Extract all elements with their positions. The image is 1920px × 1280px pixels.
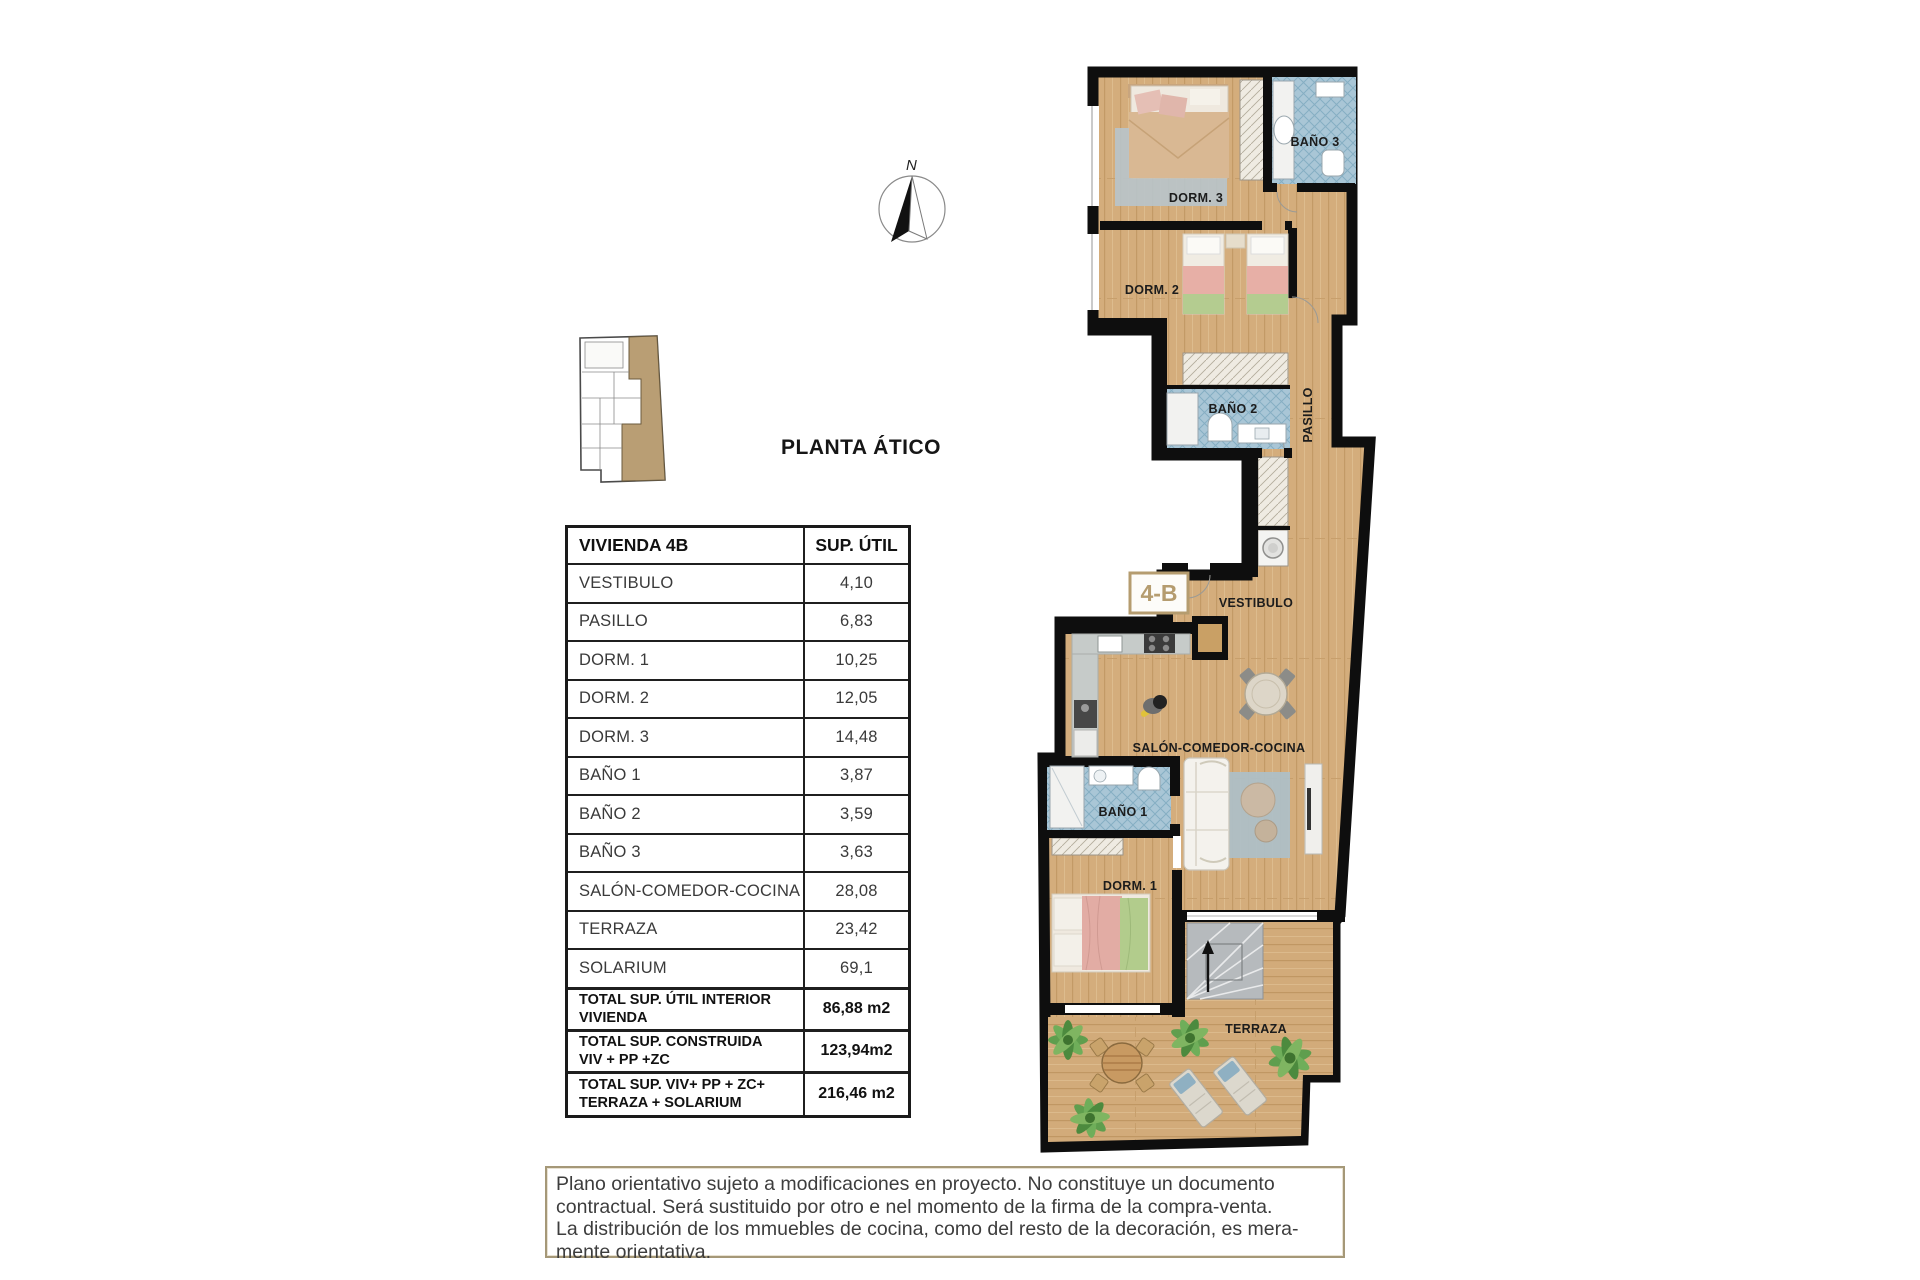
total-label-line1: TOTAL SUP. CONSTRUIDA <box>579 1033 763 1050</box>
total-label-line1: TOTAL SUP. VIV+ PP + ZC+ <box>579 1076 766 1093</box>
row-value: 28,08 <box>835 881 878 900</box>
room-label-vestibulo: VESTIBULO <box>1218 596 1294 610</box>
row-value: 3,63 <box>840 843 873 862</box>
disclaimer-line: contractual. Será sustituido por otro e nel momento de la firma de la compra-venta. <box>556 1195 1273 1218</box>
unit-badge-label: 4-B <box>1140 580 1178 606</box>
room-label-dorm3: DORM. 3 <box>1168 191 1224 205</box>
sofa <box>1184 758 1229 870</box>
disclaimer-line: mente orientativa. <box>556 1240 712 1263</box>
room-label-dorm1: DORM. 1 <box>1102 879 1158 893</box>
room-label-bano3: BAÑO 3 <box>1290 135 1340 149</box>
ottoman <box>1241 783 1275 817</box>
compass-rose <box>879 157 945 242</box>
page-title: PLANTA ÁTICO <box>781 436 941 459</box>
room-label-pasillo: PASILLO <box>1301 387 1315 443</box>
row-label: DORM. 1 <box>568 642 805 679</box>
disclaimer-line: La distribución de los mmuebles de cocina, como del resto de la decoración, es mera- <box>556 1218 1299 1240</box>
key-plan <box>580 336 665 482</box>
room-label-dorm2: DORM. 2 <box>1124 283 1180 297</box>
ottoman <box>1255 820 1277 842</box>
room-label-salon: SALÓN-COMEDOR-COCINA <box>1132 741 1306 755</box>
total-label-line2: TERRAZA + SOLARIUM <box>579 1095 742 1111</box>
total-label-line1: TOTAL SUP. ÚTIL INTERIOR <box>579 991 772 1008</box>
disclaimer-line: Plano orientativo sujeto a modificaciones en proyecto. No constituye un documento <box>556 1173 1275 1195</box>
apartment-plan <box>1043 72 1370 1147</box>
total-label-line2: VIV + PP +ZC <box>579 1052 670 1068</box>
dorm3-furniture <box>1115 84 1229 206</box>
row-label: TERRAZA <box>568 912 805 949</box>
total-value: 216,46 m2 <box>818 1085 895 1102</box>
row-value: 3,87 <box>840 766 873 785</box>
row-label: DORM. 2 <box>568 681 805 718</box>
entry-column <box>1198 624 1222 652</box>
room-label-bano2: BAÑO 2 <box>1208 402 1258 416</box>
washing-machine <box>1258 530 1288 566</box>
row-value: 3,59 <box>840 804 873 823</box>
table-header-value: SUP. ÚTIL <box>815 535 898 555</box>
row-label: DORM. 3 <box>568 719 805 756</box>
row-value: 12,05 <box>835 689 878 708</box>
table-header-name: VIVIENDA 4B <box>568 528 805 563</box>
total-label-line2: VIVIENDA <box>579 1010 648 1026</box>
row-label: BAÑO 1 <box>568 758 805 795</box>
dorm1-furniture <box>1052 894 1150 972</box>
total-value: 86,88 m2 <box>822 1000 891 1017</box>
row-value: 69,1 <box>840 958 873 977</box>
row-value: 14,48 <box>835 727 878 746</box>
row-label: BAÑO 2 <box>568 796 805 833</box>
row-label: SOLARIUM <box>568 950 805 987</box>
row-label: SALÓN-COMEDOR-COCINA <box>568 873 805 910</box>
row-label: BAÑO 3 <box>568 835 805 872</box>
row-value: 10,25 <box>835 650 878 669</box>
row-value: 4,10 <box>840 573 873 592</box>
row-label: VESTIBULO <box>568 565 805 602</box>
row-value: 23,42 <box>835 920 878 939</box>
stairs <box>1187 923 1263 999</box>
total-value: 123,94m2 <box>820 1042 893 1059</box>
row-label: PASILLO <box>568 604 805 641</box>
compass-north-label: N <box>906 157 917 174</box>
tv-unit <box>1305 764 1322 854</box>
room-label-bano1: BAÑO 1 <box>1098 805 1148 819</box>
unit-badge <box>1130 573 1188 613</box>
room-label-terraza: TERRAZA <box>1225 1022 1287 1036</box>
compass-needle <box>891 176 912 242</box>
row-value: 6,83 <box>840 612 873 631</box>
